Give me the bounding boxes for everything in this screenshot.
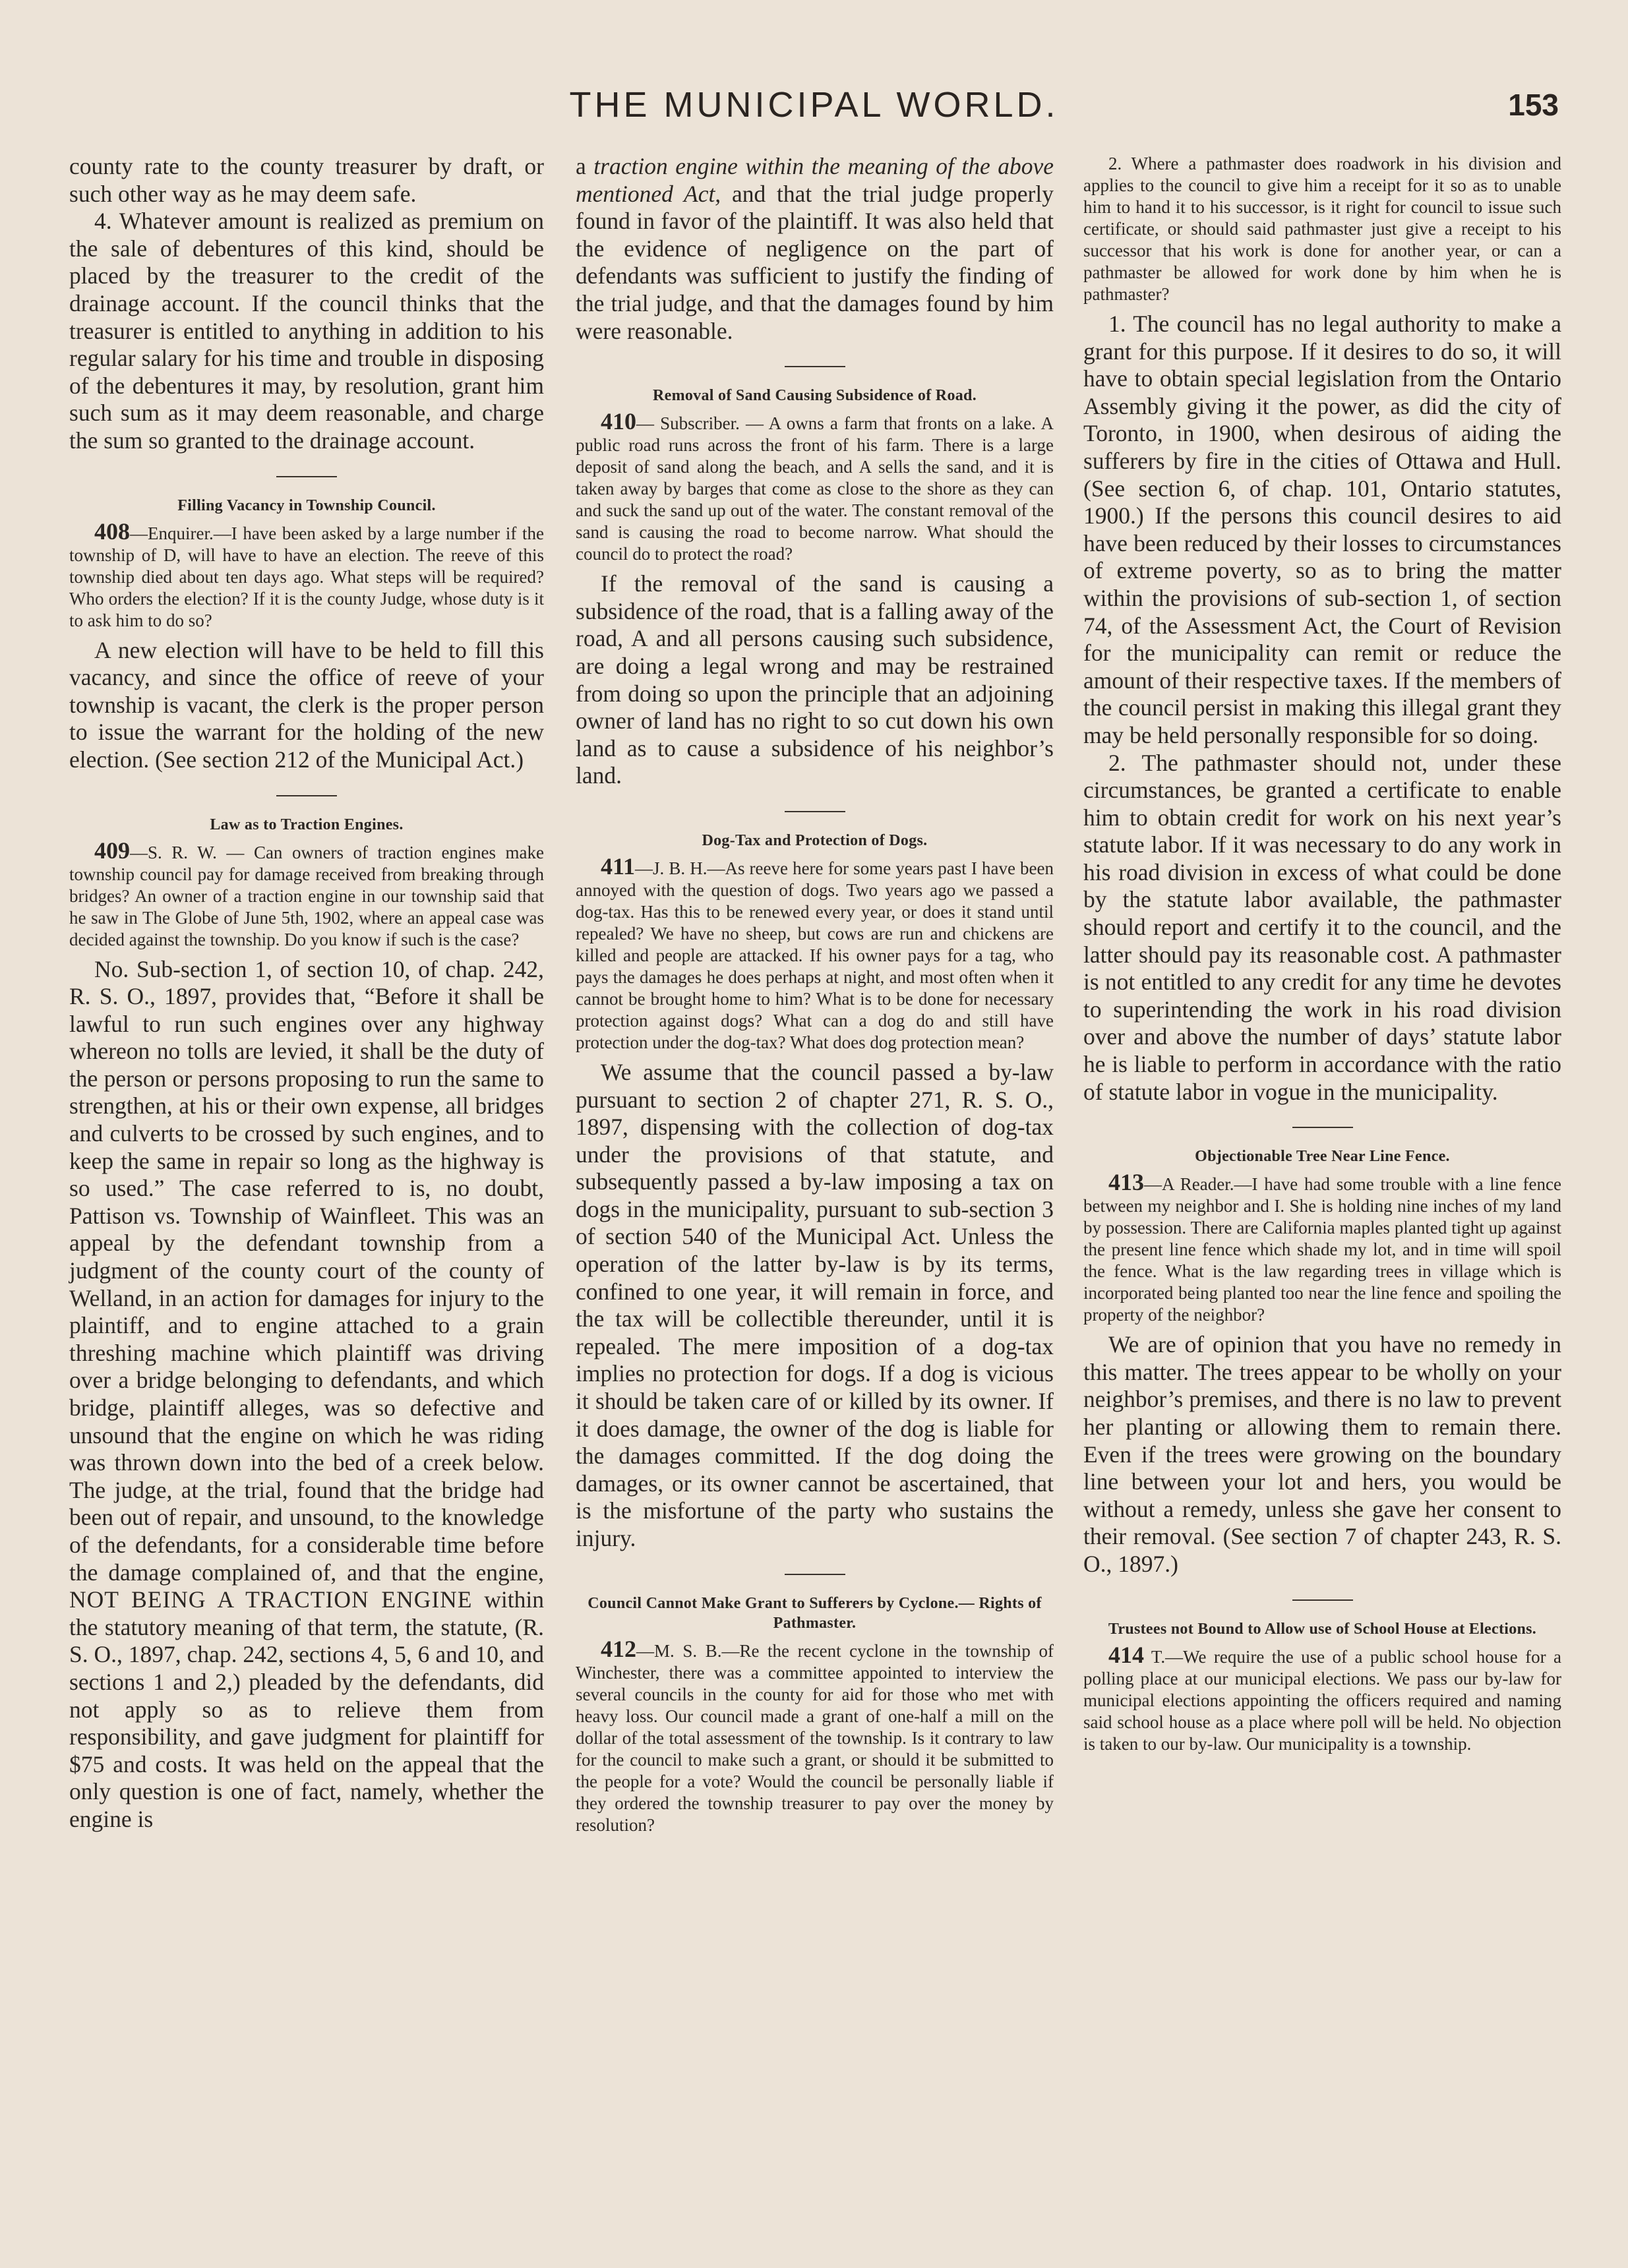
question-number-412: 412 [601,1635,636,1662]
question-number-410: 410 [601,408,636,435]
heading-408: Filling Vacancy in Township Council. [177,496,436,514]
journal-title: THE MUNICIPAL WORLD. [569,85,1059,125]
question-number-409: 409 [94,837,130,864]
question-413-text: —A Reader.—I have had some trouble with a line fence between my neighbor and I. She is holding nine inches of my land by possession. There are California maples planted tight up against the present line fence which shade my lot, and in time will spoil the fence. What is the law regarding trees in village which is incorporated being planted too near the line fence and spoiling the property of the neighbor? [1083,1174,1561,1325]
section-divider [785,811,845,812]
question-413 [1083,1169,1561,1326]
paragraph-409-cont-b: and that the trial judge properly found in favor of the plaintiff. It was also held that the evidence of negligence on the part of defendants was sufficient to justify the finding of the trial judge, and that the damages found by him were reasonable. [576,180,1054,344]
heading-412: Council Cannot Make Grant to Sufferers by Cyclone.— Rights of Pathmaster. [588,1594,1042,1632]
answer-413: We are of opinion that you have no remedy in this matter. The trees appear to be wholly on your neighbor’s premises, and there is no law to prevent her planting or allowing them to remain there. Even if the trees were growing on the boundary line between your lot and hers, you would be without a remedy, unless she gave her consent to their removal. (See section 7 of chapter 243, R. S. O., 1897.) [1083,1331,1561,1577]
answer-409-part-1: No. Sub-section 1, of section 10, of chap. 242, R. S. O., 1897, provides that, “Before it shall be lawful to run such engines over any highway whereon no tolls are levied, it shall be the duty of the person or persons proposing to run the same to strengthen, at his or their own expense, all bridges and culverts to be crossed by such engines, and to keep the same in repair so long as the highway is so used.” The case referred to is, no doubt, Pattison vs. Township of Wainfleet. This was an appeal by the defendant township from a judgment of the county court of the county of Welland, in an action for damages for injury to the plaintiff, and to engine attached to a grain threshing machine which plaintiff was driving over a bridge belonging to defendants, and which bridge, plaintiff alleges, was so defective and unsound that the engine on which he was riding was thrown down into the bed of a creek below. The judge, at the trial, found that the bridge had been out of repair, and unsound, to the knowledge of the defendants, for a considerable time before the damage complained of, and that the engine, [69,955,544,1586]
section-divider [1292,1127,1353,1128]
answer-409-smallcaps: NOT BEING A TRACTION ENGINE [69,1586,473,1613]
answer-411: We assume that the council passed a by-law pursuant to section 2 of chapter 271, R. S. O., 1897, dispensing with the collection of dog-tax under the provisions of that statute, and subsequently passed a by-law imposing a tax on dogs in the municipality, pursuant to sub-section 3 of section 540 of the Municipal Act. Unless the operation of the latter by-law is by its terms, confined to one year, it will remain in force, and the tax will be collectible thereunder, until it is repealed. The mere imposition of a dog-tax implies no protection for dogs. If a dog is vicious it should be taken care of or killed by its owner. If it does damage, the owner of the dog is liable for the damages committed. If the dog doing the damages, or its owner cannot be ascertained, that is the misfortune of the party who sustains the injury. [576,1058,1054,1551]
paragraph-409-cont-italic: traction engine within the meaning of the above mentioned Act, [576,153,1054,207]
question-412-text: —M. S. B.—Re the recent cyclone in the township of Winchester, there was a committee appointed to interview the several councils in the county for aid for those who met with heavy loss. Our council made a grant of one-half a mill on the dollar of the total assessment of the township. Is it contrary to law for the council to make such a grant, or should it be submitted to the people for a vote? Would the council be personally liable if they ordered the township treasurer to pay over the money by resolution? [576,1640,1054,1835]
question-411 [576,852,1054,1054]
question-410 [576,408,1054,565]
column-3 [1083,153,1561,1755]
question-408-text: —Enquirer.—I have been asked by a large number if the township of D, will have to have an election. The reeve of this township died about ten days ago. What steps will be required? Who orders the election? If it is the county Judge, whose duty is it to ask him to do so? [69,523,544,630]
answer-412-part-1: 1. The council has no legal authority to make a grant for this purpose. If it desires to do so, it will have to obtain special legislation from the Ontario Assembly giving it the power, as did the city of Toronto, in 1900, when desirous of aiding the sufferers by fire in the cities of Ottawa and Hull. (See section 6, of chap. 101, Ontario statutes, 1900.) If the persons this council desires to aid have been reduced by their losses to circumstances of extreme poverty, so as to bring the matter within the provisions of sub-section 1, of section 74, of the Assessment Act, the Court of Revision for the municipality can remit or reduce the amount of their respective taxes. If the members of the council persist in making this illegal grant they may be held personally responsible for so doing. [1083,311,1561,748]
question-410-text: — Subscriber. — A owns a farm that fronts on a lake. A public road runs across the front of his farm. There is a large deposit of sand along the beach, and A sells the sand, and it is taken away by barges that come as close to the shore as they can and suck the sand up out of the water. The constant removal of the sand is causing the road to become narrow. What should the council do to protect the road? [576,413,1054,564]
paragraph-409-cont-a: a [576,153,586,179]
page-number: 153 [1508,88,1559,122]
answer-409 [69,956,544,1834]
paragraph-drainage-continued: county rate to the county treasurer by draft, or such other way as he may deem safe. [69,153,544,207]
question-409-text: —S. R. W. — Can owners of traction engines make township council pay for damage received from breaking through bridges? An owner of a traction engine in our township said that he saw in The Globe of June 5th, 1902, where an appeal case was decided against the township. Do you know if such is the case? [69,842,544,949]
heading-410: Removal of Sand Causing Subsidence of Road. [653,387,977,405]
question-414 [1083,1641,1561,1755]
answer-409-part-2: within the statutory meaning of that term, the statute, (R. S. O., 1897, chap. 242, sections 4, 5, 6 and 10, and sections 1 and 2,) pleaded by the defendants, did not apply so as to relieve them from responsibility, and gave judgment for plaintiff for $75 and costs. It was held on the appeal that the only question is one of fact, namely, whether the engine is [69,1586,545,1832]
heading-413: Objectionable Tree Near Line Fence. [1195,1148,1450,1166]
masthead [0,84,1628,131]
question-409 [69,837,544,951]
paragraph-409-continued [576,153,1054,345]
question-412 [576,1635,1054,1836]
question-number-408: 408 [94,518,130,545]
question-number-413: 413 [1108,1169,1144,1196]
heading-411: Dog-Tax and Protection of Dogs. [702,831,928,849]
answer-412-part-2: 2. The pathmaster should not, under these circumstances, be granted a certificate to enable him to obtain credit for work on his next year’s statute labor. If it was necessary to do any work in his road division in excess of what could be done by the statute labor available, the pathmaster should report and certify it to the council, and the latter should pay its reasonable cost. A pathmaster is not entitled to any credit for any time he devotes to superintending the work in his road division over and above the number of days’ statute labor he is liable to perform in accordance with the ratio of statute labor in vogue in the municipality. [1083,749,1561,1105]
answer-408: A new election will have to be held to fill this vacancy, and since the office of reeve of your township is vacant, the clerk is the proper person to issue the warrant for the holding of the new election. (See section 212 of the Municipal Act.) [69,636,544,773]
question-number-414: 414 [1108,1641,1144,1668]
question-number-411: 411 [601,852,636,880]
heading-409: Law as to Traction Engines. [210,816,404,833]
section-divider [276,795,337,796]
section-divider [276,476,337,477]
question-412-part-2: 2. Where a pathmaster does roadwork in his division and applies to the council to give him a receipt for it so as to unable him to hand it to his successor, is it right for council to issue such certificate, or should said pathmaster just give a receipt to his successor that his work is done for another year, or can a pathmaster be allowed for work done by him when he is pathmaster? [1083,154,1561,304]
section-divider [1292,1599,1353,1601]
column-1 [69,153,544,1834]
question-414-text: T.—We require the use of a public school house for a polling place at our municipal elections. We pass our by-law for municipal elections appointing the officers required and naming said school house as a place where poll will be held. No objection is taken to our by-law. Our municipality is a township. [1083,1646,1561,1754]
paragraph-premium: 4. Whatever amount is realized as premium on the sale of debentures of this kind, should be placed by the treasurer to the credit of the drainage account. If the council thinks that the treasurer is entitled to anything in addition to his regular salary for his time and trouble in disposing of the debentures it may, by resolution, grant him such sum as it may deem reasonable, and charge the sum so granted to the drainage account. [69,208,544,454]
heading-414: Trustees not Bound to Allow use of School House at Elections. [1108,1620,1537,1638]
answer-410: If the removal of the sand is causing a subsidence of the road, that is a falling away of the road, A and all persons causing such subsidence, are doing a legal wrong and may be restrained from doing so upon the principle that an adjoining owner of land has no right to so cut down his own land as to cause a subsidence of his neighbor’s land. [576,570,1054,789]
section-divider [785,366,845,367]
column-2 [576,153,1054,1836]
question-408 [69,518,544,632]
section-divider [785,1574,845,1575]
question-411-text: —J. B. H.—As reeve here for some years past I have been annoyed with the question of dogs. Two years ago we passed a dog-tax. Has this to be renewed every year, or does it stand until repealed? We have no sheep, but cows are run and chickens are killed and people are attacked. If his owner pays for a tag, who pays the damages he does perhaps at night, and most often when it cannot be brought home to him? What is to be done for necessary protection against dogs? What can a dog do and still have protection under the dog-tax? What does dog protection mean? [576,858,1054,1052]
